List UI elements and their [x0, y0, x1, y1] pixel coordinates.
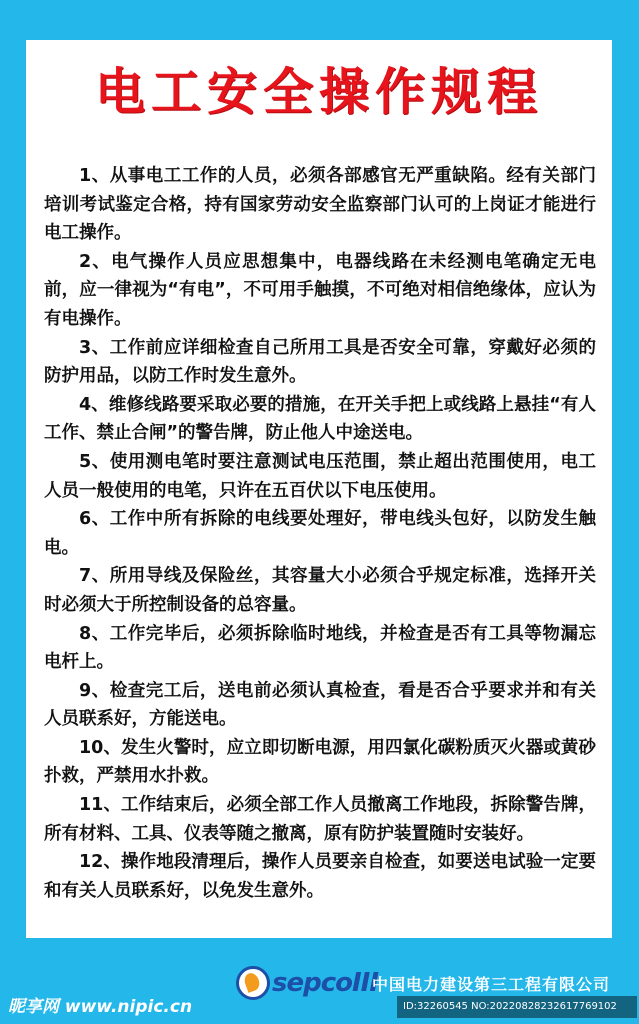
rule-item: 5、使用测电笔时要注意测试电压范围，禁止超出范围使用，电工人员一般使用的电笔，只许在五百伏以下电压使用。 [44, 451, 596, 501]
rule-item: 2、电气操作人员应思想集中，电器线路在未经测电笔确定无电前，应一律视为“有电”，不可用手触摸，不可绝对相信绝缘体，应认为有电操作。 [44, 251, 596, 329]
rule-item: 1、从事电工工作的人员，必须各部感官无严重缺陷。经有关部门培训考试鉴定合格，持有国家劳动安全监察部门认可的上岗证才能进行电工操作。 [44, 166, 596, 244]
rule-item: 7、所用导线及保险丝，其容量大小必须合乎规定标准，选择开关时必须大于所控制设备的总容量。 [44, 566, 596, 615]
rule-item: 11、工作结束后，必须全部工作人员撤离工作地段，拆除警告牌，所有材料、工具、仪表等随之撤离，原有防护装置随时安装好。 [44, 795, 596, 844]
rule-item: 4、维修线路要采取必要的措施，在开关手把上或线路上悬挂“有人工作、禁止合闸”的警告牌，防止他人中途送电。 [44, 394, 596, 444]
footer [0, 962, 639, 1024]
watermark: 昵享网 www.nipic.cn [8, 997, 193, 1017]
company-logo [236, 966, 378, 1000]
rule-item: 10、发生火警时，应立即切断电源，用四氯化碳粉质灭火器或黄砂扑救，严禁用水扑救。 [44, 737, 596, 787]
logo-mark-icon [236, 966, 270, 1000]
rule-item: 9、检查完工后，送电前必须认真检查，看是否合乎要求并和有关人员联系好，方能送电。 [44, 680, 596, 730]
logo-text: sepcoIII [272, 968, 379, 998]
image-id-bar: ID:32260545 NO:20220828232617769102 [397, 996, 637, 1018]
rule-item: 12、操作地段清理后，操作人员要亲自检查，如要送电试验一定要和有关人员联系好，以免发生意外。 [44, 852, 596, 901]
page-title: 电工安全操作规程 [95, 63, 543, 121]
notice-board [26, 40, 612, 938]
company-name: 中国电力建设第三工程有限公司 [372, 975, 611, 994]
rule-item: 3、工作前应详细检查自己所用工具是否安全可靠，穿戴好必须的防护用品，以防工作时发生意外。 [44, 337, 596, 387]
rule-item: 8、工作完毕后，必须拆除临时地线，并检查是否有工具等物漏忘电杆上。 [44, 623, 596, 673]
rules-list [44, 162, 596, 905]
rule-item: 6、工作中所有拆除的电线要处理好，带电线头包好，以防发生触电。 [44, 509, 596, 558]
